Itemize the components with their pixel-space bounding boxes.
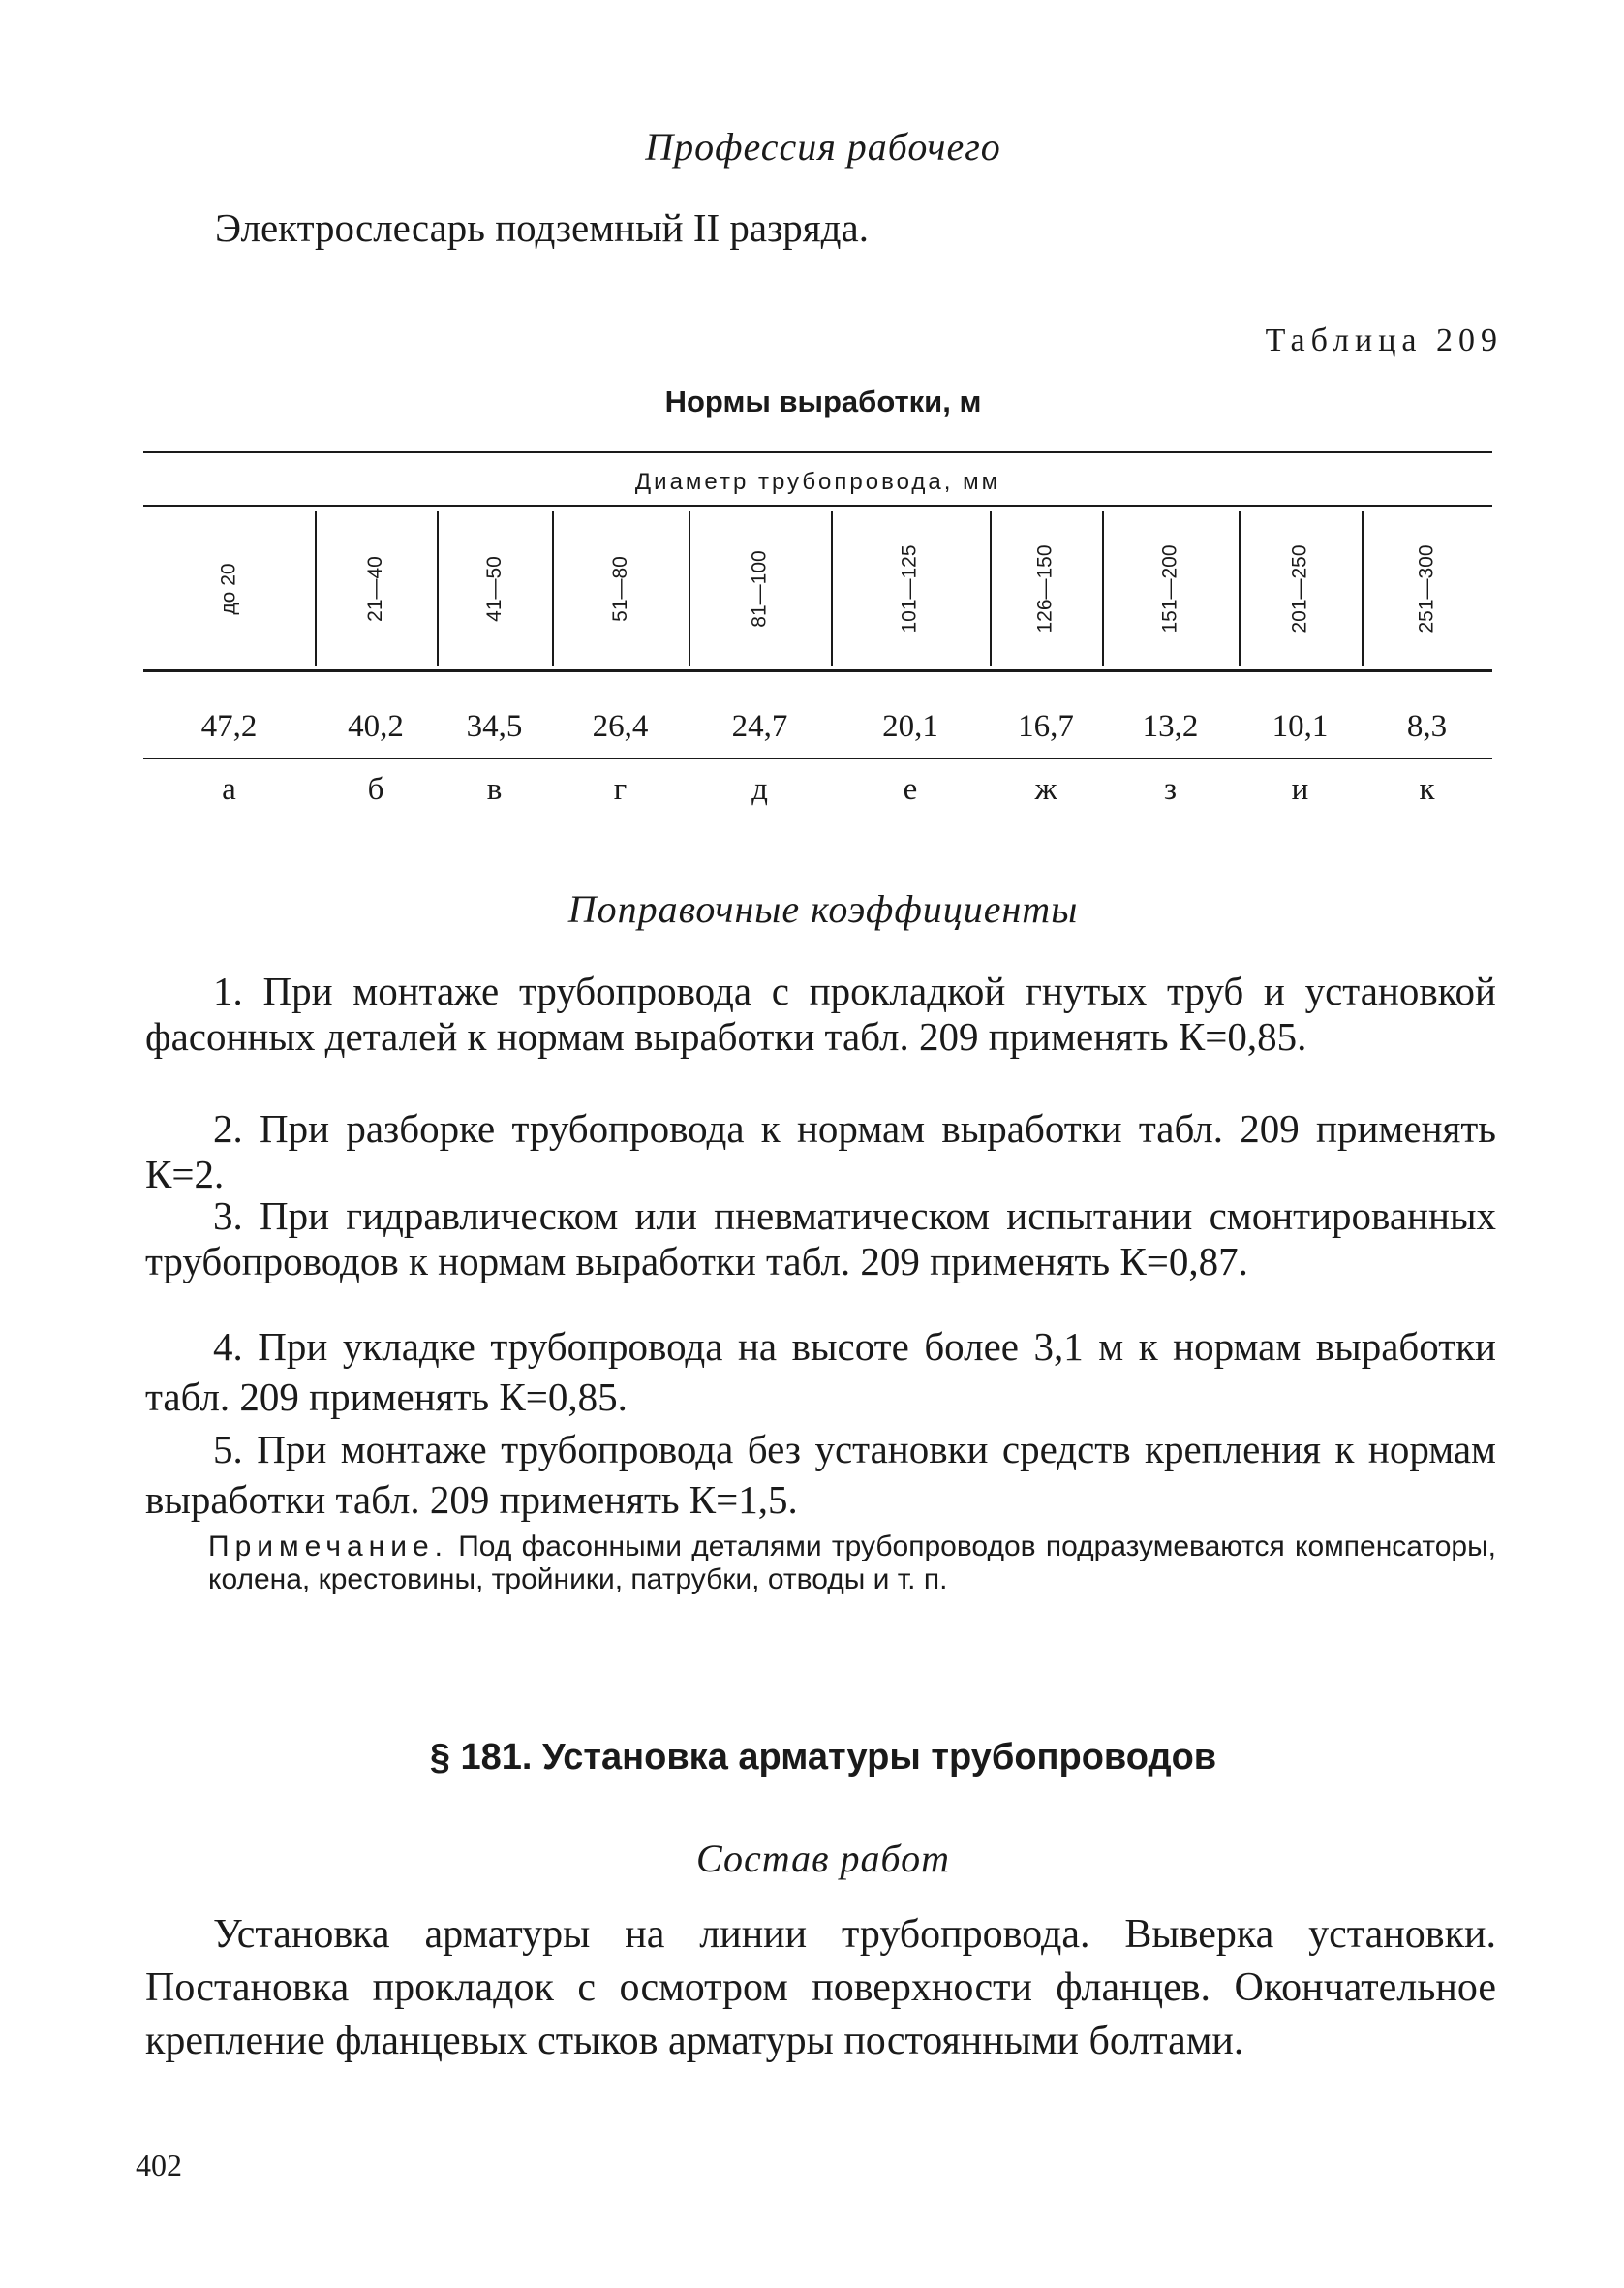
column-header: 151—200 bbox=[1158, 544, 1181, 634]
letter-cell: д bbox=[751, 772, 768, 807]
value-cell: 13,2 bbox=[1142, 709, 1199, 744]
value-cell: 40,2 bbox=[348, 709, 404, 744]
letter-cell: а bbox=[222, 772, 236, 807]
letter-cell: г bbox=[613, 772, 628, 807]
column-header: 251—300 bbox=[1415, 544, 1438, 634]
note-label: Примечание. bbox=[208, 1530, 448, 1562]
value-cell: 8,3 bbox=[1406, 709, 1448, 744]
coefficient-item-5: 5. При монтаже трубопровода без установки средств крепления к нормам выработки табл. 209 применять К=1,5. bbox=[145, 1427, 1496, 1522]
section-subheading: Состав работ bbox=[696, 1837, 950, 1880]
column-header: 81—100 bbox=[748, 550, 771, 628]
table-label: Таблица 209 bbox=[1265, 323, 1503, 358]
table-title: Нормы выработки, м bbox=[664, 385, 982, 418]
section-title: § 181. Установка арматуры трубопроводов bbox=[429, 1737, 1217, 1778]
column-header: 41—50 bbox=[482, 556, 506, 622]
column-header: до 20 bbox=[217, 563, 240, 615]
letter-cell: к bbox=[1419, 772, 1435, 807]
value-cell: 16,7 bbox=[1018, 709, 1074, 744]
letter-cell: ж bbox=[1034, 772, 1057, 807]
coefficients-heading: Поправочные коэффициенты bbox=[567, 887, 1079, 931]
column-header: 21—40 bbox=[364, 556, 386, 622]
letter-cell: и bbox=[1291, 772, 1309, 807]
profession-text: Электрослесарь подземный II разряда. bbox=[215, 205, 869, 250]
group-header-rule bbox=[143, 505, 1492, 507]
page-number: 402 bbox=[136, 2148, 182, 2182]
column-header: 101—125 bbox=[898, 544, 921, 634]
column-header: 201—250 bbox=[1288, 544, 1311, 634]
letter-cell: з bbox=[1163, 772, 1178, 807]
values-bottom-rule bbox=[143, 758, 1492, 759]
group-header: Диаметр трубопровода, мм bbox=[634, 469, 1001, 495]
value-cell: 20,1 bbox=[882, 709, 938, 744]
column-header: 51—80 bbox=[608, 556, 631, 622]
header-bottom-rule bbox=[143, 669, 1492, 672]
letter-cell: е bbox=[903, 772, 918, 807]
value-cell: 26,4 bbox=[592, 709, 649, 744]
note-text: Под фасонными деталями трубопроводов подразумеваются компенсаторы, колена, крестовины, тройники, патрубки, отводы и т. п. bbox=[208, 1530, 1496, 1595]
section-text: Установка арматуры на линии трубопровода. Выверка установки. Постановка прокладок с осмотром поверхности фланцев. Окончательное крепление фланцевых стыков арматуры постоянными болтами. bbox=[145, 1912, 1496, 2063]
value-cell: 10,1 bbox=[1272, 709, 1329, 744]
value-cell: 47,2 bbox=[200, 709, 258, 744]
coefficient-item-4: 4. При укладке трубопровода на высоте более 3,1 м к нормам выработки табл. 209 применять К=0,85. bbox=[145, 1324, 1496, 1419]
note bbox=[208, 1530, 1496, 1596]
coefficient-item-2: 2. При разборке трубопровода к нормам выработки табл. 209 применять К=2. bbox=[145, 1106, 1496, 1196]
coefficient-item-1: 1. При монтаже трубопровода с прокладкой гнутых труб и установкой фасонных деталей к нормам выработки табл. 209 применять К=0,85. bbox=[145, 969, 1496, 1059]
column-header: 126—150 bbox=[1033, 544, 1057, 634]
profession-heading: Профессия рабочего bbox=[645, 125, 1001, 169]
value-cell: 24,7 bbox=[731, 709, 788, 744]
table-top-rule bbox=[143, 451, 1492, 453]
letter-cell: б bbox=[367, 772, 384, 807]
letter-cell: в bbox=[486, 772, 503, 807]
value-cell: 34,5 bbox=[466, 709, 523, 744]
coefficient-item-3: 3. При гидравлическом или пневматическом испытании смонтированных трубопроводов к нормам выработки табл. 209 применять К=0,87. bbox=[145, 1193, 1496, 1283]
